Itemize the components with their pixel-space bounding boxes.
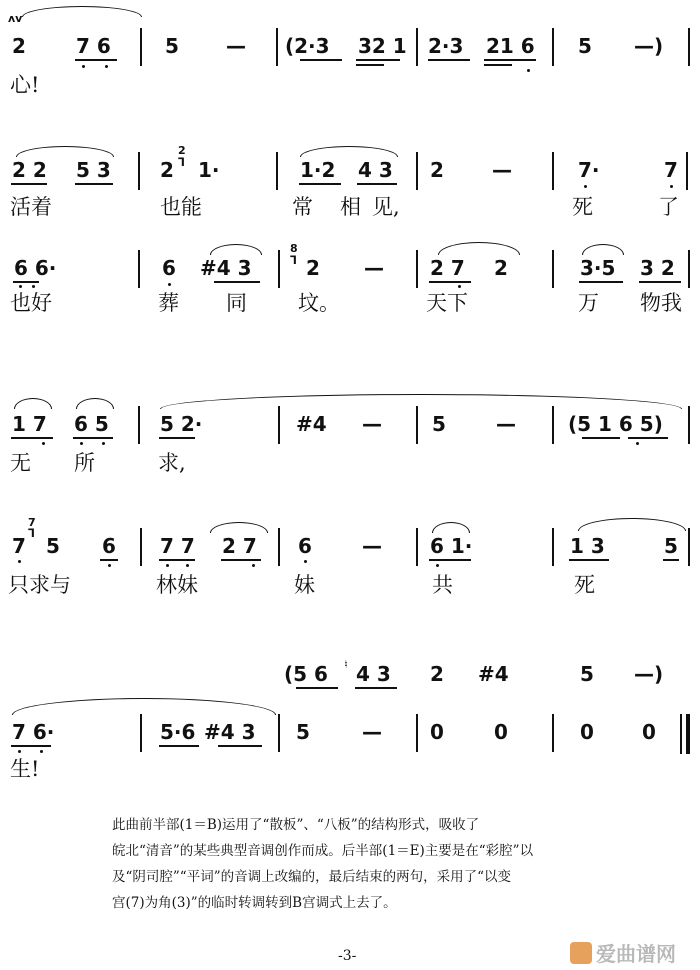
lyric: 葬 xyxy=(158,291,179,315)
low-dot xyxy=(527,69,530,72)
lyric: 所 xyxy=(74,451,95,475)
low-dot xyxy=(42,442,45,445)
underline xyxy=(11,437,53,439)
score-system-2 xyxy=(0,122,700,242)
underline xyxy=(13,281,39,283)
underline xyxy=(639,281,681,283)
note: 1· xyxy=(198,158,220,182)
underline xyxy=(218,745,262,747)
slur xyxy=(432,522,470,533)
underline xyxy=(357,183,397,185)
note: —) xyxy=(634,34,664,58)
lyric: 坟。 xyxy=(298,291,340,315)
note: 5 xyxy=(46,534,60,558)
grace-note: 7 xyxy=(28,516,36,529)
note: 5 xyxy=(432,412,446,436)
underline xyxy=(11,183,47,185)
watermark-logo-icon xyxy=(570,942,592,964)
note: 2 xyxy=(12,34,26,58)
lyric: 同 xyxy=(226,291,247,315)
bar-line xyxy=(276,152,278,190)
bar-line xyxy=(416,28,418,66)
note: 1 3 xyxy=(570,534,605,558)
note: 1 7 xyxy=(12,412,47,436)
bar-line xyxy=(552,406,554,444)
note: 2 xyxy=(160,158,174,182)
note: —) xyxy=(634,662,664,686)
note: 6 xyxy=(298,534,312,558)
note: 6 xyxy=(102,534,116,558)
commentary-line: 及“阴司腔”“平词”的音调上改编的，最后结束的两句，采用了“以变 xyxy=(112,869,512,885)
underline xyxy=(356,64,384,66)
low-dot xyxy=(584,185,587,188)
slur xyxy=(76,398,114,409)
note: 7 7 xyxy=(160,534,195,558)
bar-line xyxy=(688,28,690,66)
bar-line xyxy=(552,152,554,190)
underline xyxy=(663,559,679,561)
note: (2·3 xyxy=(285,34,330,58)
low-dot xyxy=(166,564,169,567)
note: 3·5 xyxy=(580,256,616,280)
underline xyxy=(569,559,609,561)
bar-line xyxy=(552,528,554,566)
underline xyxy=(296,687,338,689)
note: 0 xyxy=(430,720,444,744)
note: — xyxy=(492,158,512,182)
underline xyxy=(429,281,471,283)
note: — xyxy=(226,34,246,58)
note: 5 3 xyxy=(76,158,111,182)
low-dot xyxy=(105,65,108,68)
low-dot xyxy=(304,560,307,563)
underline xyxy=(221,559,261,561)
low-dot xyxy=(102,442,105,445)
note: 7 6· xyxy=(12,720,55,744)
lyric: 共 xyxy=(432,573,453,597)
lyric: 求, xyxy=(158,451,186,475)
grace-note: ᒣ xyxy=(290,254,297,267)
note: 21 6 xyxy=(486,34,535,58)
slur xyxy=(16,146,114,157)
slur xyxy=(14,398,52,409)
underline xyxy=(428,59,470,61)
slur xyxy=(210,244,262,255)
underline xyxy=(628,437,668,439)
underline xyxy=(300,59,342,61)
score-system-5 xyxy=(0,494,700,614)
low-dot xyxy=(436,564,439,567)
bar-line xyxy=(416,528,418,566)
bar-line xyxy=(278,528,280,566)
note: 6 6· xyxy=(14,256,57,280)
slur xyxy=(12,698,276,715)
bar-line xyxy=(276,28,278,66)
underline xyxy=(579,281,623,283)
slur xyxy=(578,518,686,531)
bar-line xyxy=(686,152,688,190)
lyric: 万 xyxy=(578,291,599,315)
low-dot xyxy=(19,285,22,288)
low-dot xyxy=(252,564,255,567)
note: 7 xyxy=(12,534,26,558)
note: 5 xyxy=(578,34,592,58)
commentary-line: 宫(7)为角(3)”的临时转调转到B宫调式上去了。 xyxy=(112,895,397,911)
low-dot xyxy=(108,564,111,567)
underline xyxy=(73,437,113,439)
lyric: 相 xyxy=(340,195,361,219)
commentary-line: 皖北“清音”的某些典型音调创作而成。后半部(1＝E)主要是在“彩腔”以 xyxy=(112,843,534,859)
lyric: 死 xyxy=(574,573,595,597)
bar-line xyxy=(688,406,690,444)
underline xyxy=(11,745,51,747)
lyric: 活着 xyxy=(10,195,52,219)
note: 2 xyxy=(430,662,444,686)
bar-line xyxy=(416,406,418,444)
lyric: 死 xyxy=(572,195,593,219)
note: 7· xyxy=(578,158,600,182)
breath-mark: ʌv xyxy=(8,12,23,25)
lyric: 也好 xyxy=(10,291,52,315)
low-dot xyxy=(636,442,639,445)
low-dot xyxy=(18,750,21,753)
bar-line xyxy=(552,250,554,288)
underline xyxy=(75,59,117,61)
lyric: 生! xyxy=(10,757,40,781)
note: — xyxy=(364,256,384,280)
bar-line xyxy=(140,28,142,66)
underline xyxy=(355,687,397,689)
bar-line xyxy=(416,152,418,190)
lyric: 林妹 xyxy=(156,573,198,597)
note: #4 xyxy=(478,662,509,686)
lyric: 妹 xyxy=(294,573,315,597)
note: #4 3 xyxy=(200,256,252,280)
note: 32 1 xyxy=(358,34,407,58)
underline xyxy=(159,559,195,561)
grace-note: 2 xyxy=(178,144,186,157)
note: 2 xyxy=(430,158,444,182)
bar-line xyxy=(278,714,280,752)
bar-line xyxy=(552,714,554,752)
note: 2 xyxy=(306,256,320,280)
bar-line xyxy=(138,250,140,288)
bar-line xyxy=(278,406,280,444)
lyric: 了 xyxy=(658,195,679,219)
note: 1·2 xyxy=(300,158,336,182)
slur xyxy=(22,6,142,17)
note: #4 xyxy=(296,412,327,436)
note: 0 xyxy=(580,720,594,744)
underline xyxy=(429,559,471,561)
lyric: 也能 xyxy=(160,195,202,219)
low-dot xyxy=(670,185,673,188)
low-dot xyxy=(40,750,43,753)
note: (5 1 6 5) xyxy=(568,412,663,436)
bar-line xyxy=(552,28,554,66)
underline xyxy=(484,59,536,61)
score-system-1 xyxy=(0,0,700,120)
lyric: 无 xyxy=(10,451,31,475)
note: 6 5 xyxy=(74,412,109,436)
slur xyxy=(582,244,624,255)
lyric: 心! xyxy=(10,73,40,97)
bar-line xyxy=(416,250,418,288)
score-system-6 xyxy=(0,640,700,790)
grace-note: ᒣ xyxy=(178,156,185,169)
bar-line xyxy=(688,250,690,288)
note: — xyxy=(362,720,382,744)
lyric: 物我 xyxy=(640,291,682,315)
note: 7 xyxy=(664,158,678,182)
underline xyxy=(75,183,113,185)
note: 2 2 xyxy=(12,158,47,182)
note: 5 xyxy=(165,34,179,58)
note: 7 6 xyxy=(76,34,111,58)
bar-line xyxy=(140,714,142,752)
note: 5 xyxy=(580,662,594,686)
note: 3 2 xyxy=(640,256,675,280)
lyric: 常 xyxy=(292,195,313,219)
watermark xyxy=(570,938,676,967)
note: — xyxy=(362,412,382,436)
note: #4 3 xyxy=(204,720,256,744)
low-dot xyxy=(82,65,85,68)
page-number: -3- xyxy=(338,948,357,964)
low-dot xyxy=(18,560,21,563)
note: 0 xyxy=(642,720,656,744)
commentary-text xyxy=(112,812,632,916)
underline xyxy=(484,64,512,66)
underline xyxy=(159,437,195,439)
note: 2 xyxy=(494,256,508,280)
note: 2 7 xyxy=(222,534,257,558)
grace-note: 8 xyxy=(290,242,298,255)
note: 5 xyxy=(296,720,310,744)
underline xyxy=(299,183,341,185)
lyric: 只求与 xyxy=(8,573,71,597)
note: (5 6 xyxy=(284,662,328,686)
note: 2 7 xyxy=(430,256,465,280)
score-system-3 xyxy=(0,232,700,352)
bar-line xyxy=(138,406,140,444)
bar-line xyxy=(140,528,142,566)
bar-line xyxy=(416,714,418,752)
bar-line xyxy=(278,250,280,288)
grace-note: ᒣ xyxy=(28,527,35,540)
underline xyxy=(356,59,400,61)
note: 2·3 xyxy=(428,34,464,58)
note: 5 2· xyxy=(160,412,203,436)
slur xyxy=(210,522,268,533)
underline xyxy=(214,281,260,283)
note: 5 xyxy=(664,534,678,558)
low-dot xyxy=(168,283,171,286)
low-dot xyxy=(458,285,461,288)
natural-sign: ♮ xyxy=(344,658,348,671)
note: 4 3 xyxy=(358,158,393,182)
lyric: 见, xyxy=(372,195,400,219)
lyric: 天下 xyxy=(426,291,468,315)
note: 5·6 xyxy=(160,720,196,744)
slur xyxy=(300,146,398,157)
low-dot xyxy=(80,442,83,445)
note: 0 xyxy=(494,720,508,744)
bar-line xyxy=(138,152,140,190)
low-dot xyxy=(186,564,189,567)
commentary-line: 此曲前半部(1＝B)运用了“散板”、“八板”的结构形式，吸收了 xyxy=(112,817,480,833)
note: 4 3 xyxy=(356,662,391,686)
watermark-text: 爱曲谱网 xyxy=(596,942,676,966)
score-system-4 xyxy=(0,372,700,492)
note: — xyxy=(496,412,516,436)
slur xyxy=(438,242,520,255)
underline xyxy=(159,745,199,747)
final-bar-line xyxy=(686,714,690,754)
bar-line xyxy=(680,714,682,754)
note: — xyxy=(362,534,382,558)
note: 6 xyxy=(162,256,176,280)
note: 6 1· xyxy=(430,534,473,558)
slur xyxy=(160,394,682,409)
bar-line xyxy=(688,528,690,566)
underline xyxy=(100,559,118,561)
low-dot xyxy=(32,285,35,288)
underline xyxy=(582,437,620,439)
